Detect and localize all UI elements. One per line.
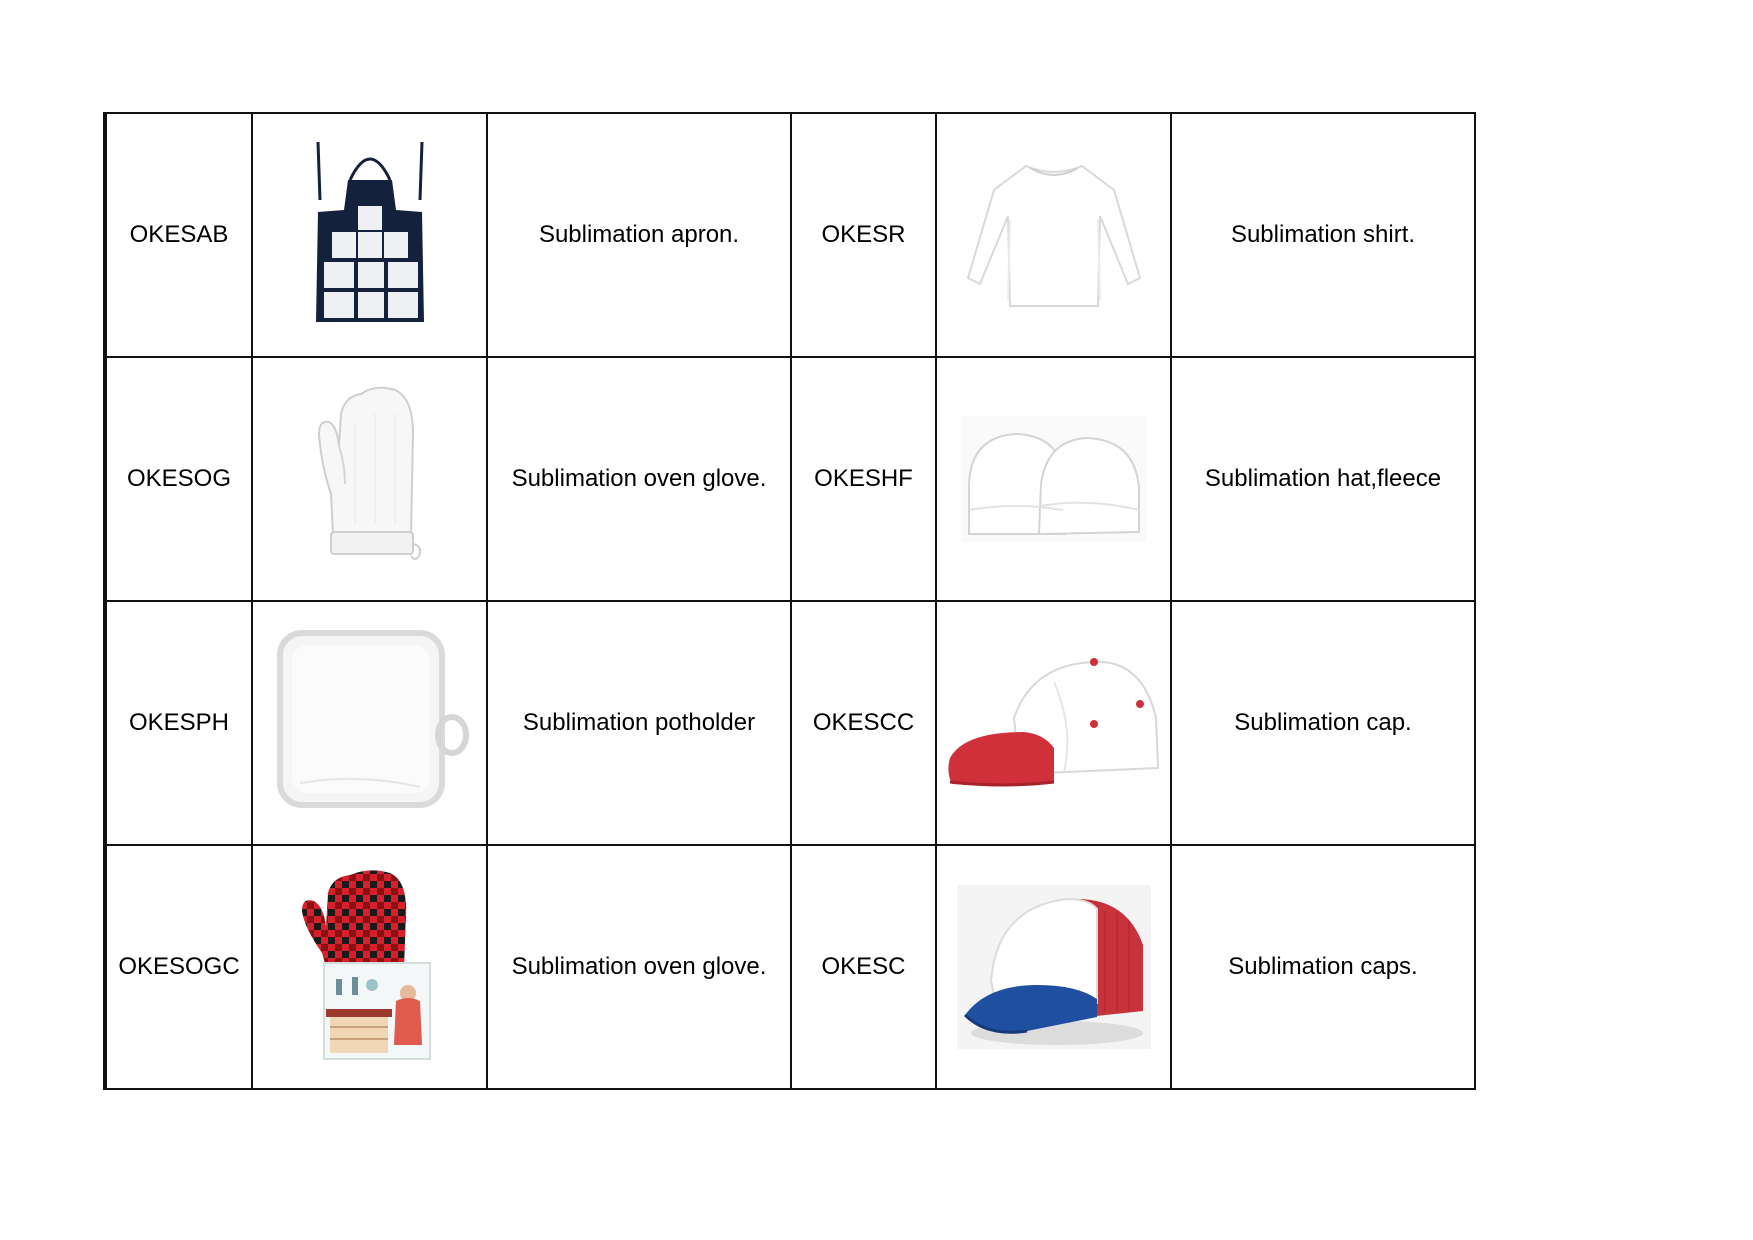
product-image-cell <box>936 357 1171 601</box>
long-sleeve-shirt-icon <box>964 160 1144 310</box>
product-description: Sublimation caps. <box>1171 845 1475 1089</box>
product-image-cell <box>936 601 1171 845</box>
product-code: OKESPH <box>105 601 252 845</box>
red-white-cap-icon <box>944 648 1164 798</box>
product-code: OKESOG <box>105 357 252 601</box>
product-description: Sublimation oven glove. <box>487 845 791 1089</box>
product-code: OKESAB <box>105 113 252 357</box>
apron-icon <box>310 140 430 330</box>
product-code: OKESCC <box>791 601 936 845</box>
product-description: Sublimation shirt. <box>1171 113 1475 357</box>
product-code: OKESOGC <box>105 845 252 1089</box>
fleece-hat-icon <box>959 414 1149 544</box>
product-description: Sublimation hat,fleece <box>1171 357 1475 601</box>
product-image-cell <box>252 357 487 601</box>
plaid-oven-glove-icon <box>300 867 440 1067</box>
product-image-cell <box>936 113 1171 357</box>
product-table <box>103 112 1476 1090</box>
product-code: OKESHF <box>791 357 936 601</box>
blue-white-red-cap-icon <box>957 885 1151 1049</box>
product-description: Sublimation oven glove. <box>487 357 791 601</box>
table-row <box>105 113 1475 357</box>
product-description: Sublimation cap. <box>1171 601 1475 845</box>
product-image-cell <box>252 845 487 1089</box>
product-image-cell <box>252 113 487 357</box>
oven-glove-icon <box>315 384 425 574</box>
product-description: Sublimation potholder <box>487 601 791 845</box>
table-row <box>105 601 1475 845</box>
potholder-icon <box>270 623 470 823</box>
product-description: Sublimation apron. <box>487 113 791 357</box>
product-code: OKESC <box>791 845 936 1089</box>
table-row <box>105 845 1475 1089</box>
product-image-cell <box>252 601 487 845</box>
product-code: OKESR <box>791 113 936 357</box>
product-image-cell <box>936 845 1171 1089</box>
table-row <box>105 357 1475 601</box>
